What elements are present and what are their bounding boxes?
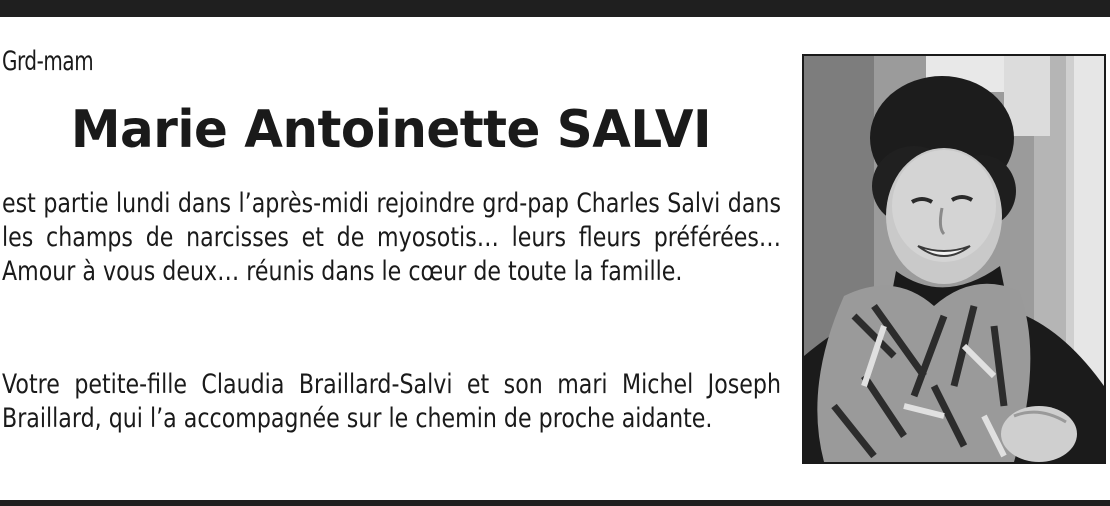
portrait-illustration [804,56,1104,462]
notice-text-column [2,40,781,434]
deceased-name: Marie Antoinette SALVI [70,100,712,160]
bottom-rule [0,500,1110,506]
top-rule [0,0,1110,17]
portrait-photo [802,54,1106,464]
notice-paragraph-1: est partie lundi dans l’après-midi rejoindre grd-pap Charles Salvi dans les champs de narcisses et de myosotis… leurs fleurs préférées… Amour à vous deux… réunis dans le cœur de toute la famille. [2,188,781,287]
notice-paragraph-2: Votre petite-fille Claudia Braillard-Salvi et son mari Michel Joseph Braillard, qui l’a accompagnée sur le chemin de proche aidante. [2,369,781,434]
relation-label: Grd-mam [2,46,94,77]
